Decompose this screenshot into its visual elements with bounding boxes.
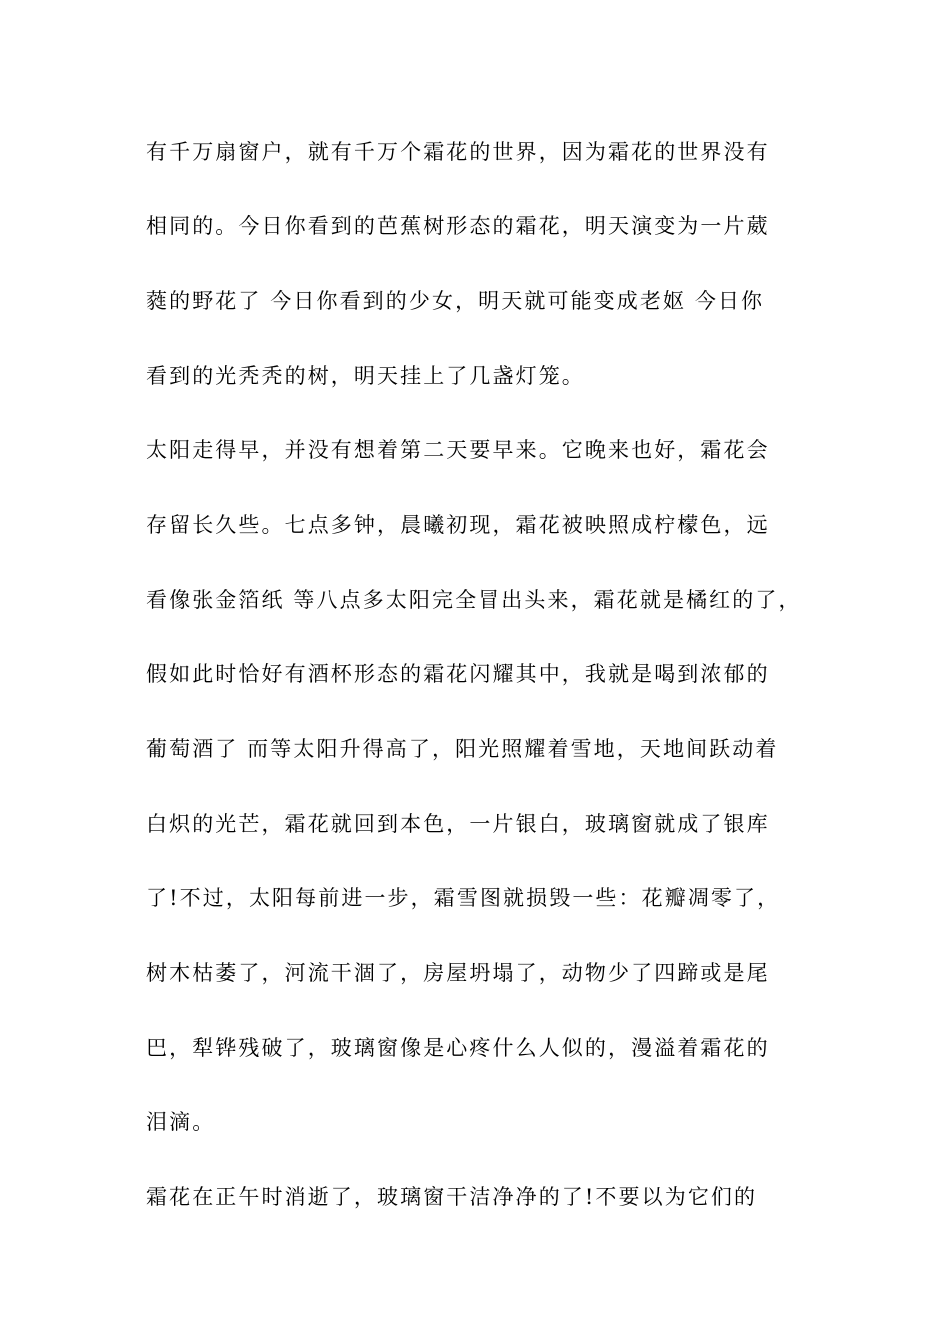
text-line: 相同的。今日你看到的芭蕉树形态的霜花，明天演变为一片葳 bbox=[146, 214, 770, 238]
text-line: 看像张金箔纸 等八点多太阳完全冒出头来，霜花就是橘红的了， bbox=[146, 588, 802, 612]
text-line: 霜花在正午时消逝了，玻璃窗干洁净净的了!不要以为它们的 bbox=[146, 1185, 758, 1209]
text-line: 看到的光秃秃的树，明天挂上了几盏灯笼。 bbox=[146, 364, 585, 388]
text-line: 树木枯萎了，河流干涸了，房屋坍塌了，动物少了四蹄或是尾 bbox=[146, 961, 770, 985]
text-line: 泪滴。 bbox=[146, 1110, 216, 1134]
text-line: 太阳走得早，并没有想着第二天要早来。它晚来也好，霜花会 bbox=[146, 438, 770, 462]
text-line: 葡萄酒了 而等太阳升得高了，阳光照耀着雪地，天地间跃动着 bbox=[146, 737, 779, 761]
text-line: 蕤的野花了 今日你看到的少女，明天就可能变成老妪 今日你 bbox=[146, 289, 765, 313]
text-line: 巴，犁铧残破了，玻璃窗像是心疼什么人似的，漫溢着霜花的 bbox=[146, 1036, 770, 1060]
text-line: 有千万扇窗户，就有千万个霜花的世界，因为霜花的世界没有 bbox=[146, 140, 770, 164]
text-line: 白炽的光芒，霜花就回到本色，一片银白，玻璃窗就成了银库 bbox=[146, 812, 770, 836]
text-line: 了!不过，太阳每前进一步，霜雪图就损毁一些：花瓣凋零了， bbox=[146, 886, 781, 910]
text-line: 假如此时恰好有酒杯形态的霜花闪耀其中，我就是喝到浓郁的 bbox=[146, 662, 770, 686]
text-line: 存留长久些。七点多钟，晨曦初现，霜花被映照成柠檬色，远 bbox=[146, 513, 770, 537]
